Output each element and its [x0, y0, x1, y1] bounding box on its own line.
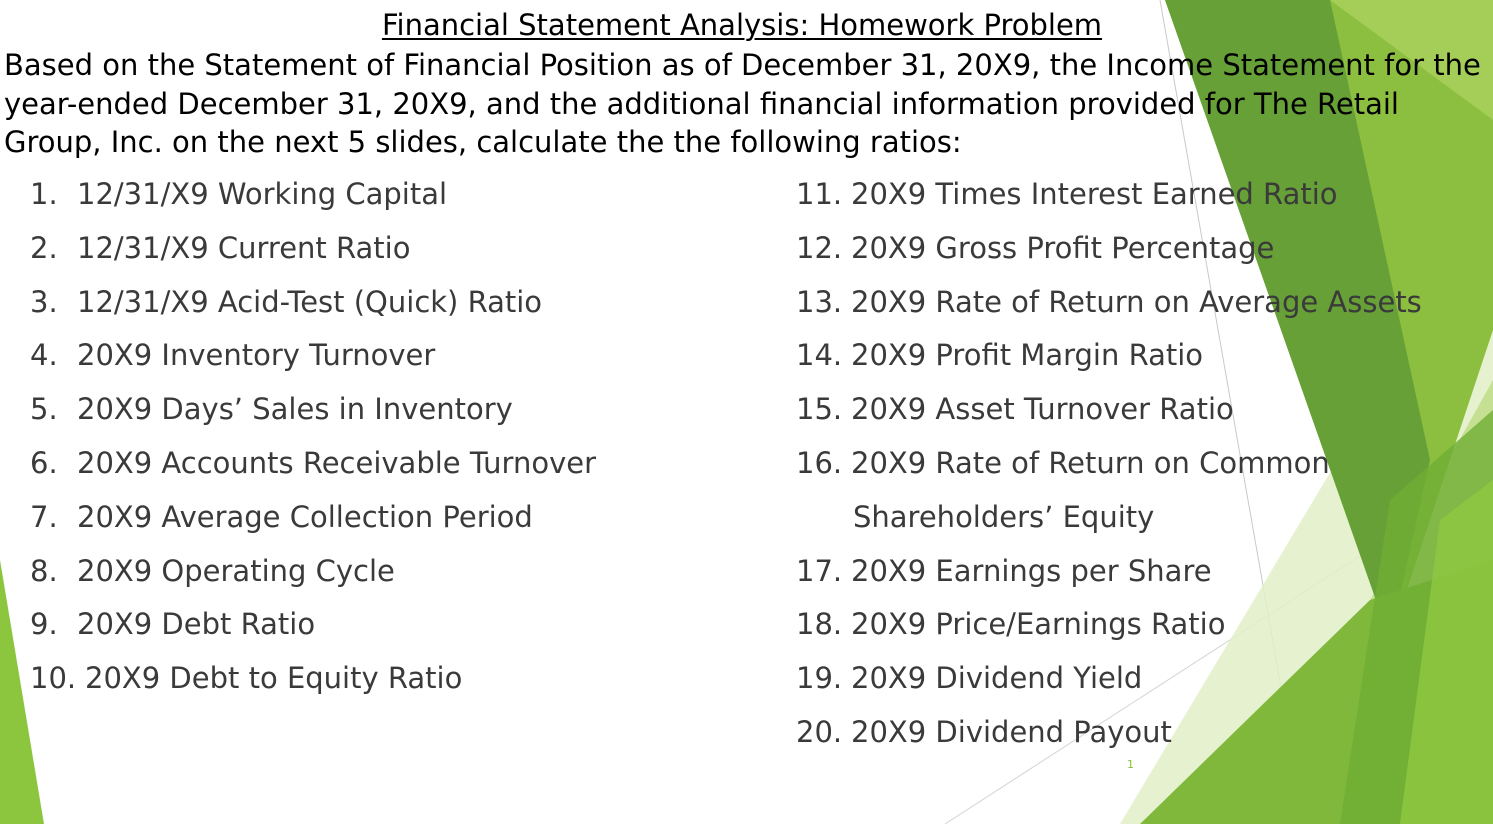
list-item: [30, 284, 596, 342]
list-item: [30, 661, 596, 718]
list-item: [796, 445, 1422, 503]
intro-paragraph: Based on the Statement of Financial Position as of December 31, 20X9, the Income Statement for the year-ended December 31, 20X9, and the additional financial information provided for The Retail Group, Inc. on the next 5 slides, calculate the the following ratios:: [4, 48, 1481, 159]
item-number: 10.: [30, 661, 77, 696]
item-number: 13.: [796, 284, 843, 319]
item-text: 20X9 Dividend Yield: [851, 661, 1143, 696]
list-item: [796, 661, 1422, 718]
list-item: [796, 284, 1422, 342]
item-number: 5.: [30, 392, 58, 427]
item-text: 12/31/X9 Current Ratio: [77, 230, 411, 265]
item-text: 20X9 Profit Margin Ratio: [851, 338, 1204, 373]
item-text: 20X9 Dividend Payout: [851, 714, 1172, 749]
item-text: 20X9 Gross Profit Percentage: [851, 230, 1275, 265]
item-text: Shareholders’ Equity: [853, 499, 1155, 534]
list-item: [796, 230, 1422, 288]
list-item: [30, 499, 596, 557]
item-text: 20X9 Days’ Sales in Inventory: [77, 392, 513, 427]
item-text: 20X9 Times Interest Earned Ratio: [851, 177, 1338, 211]
item-text: 20X9 Operating Cycle: [77, 553, 395, 588]
item-number: 11.: [796, 177, 843, 211]
item-number: 3.: [30, 284, 58, 319]
item-number: 9.: [30, 607, 58, 642]
list-item: [30, 553, 596, 611]
item-text: 20X9 Inventory Turnover: [77, 338, 436, 373]
list-item: [796, 177, 1422, 234]
list-item: [30, 607, 596, 664]
item-number: 1.: [30, 177, 58, 211]
item-number: 6.: [30, 445, 58, 480]
item-text: 20X9 Debt Ratio: [77, 607, 316, 642]
item-number: 14.: [796, 338, 843, 373]
item-text: 20X9 Accounts Receivable Turnover: [77, 445, 596, 480]
slide-title: Financial Statement Analysis: Homework Problem: [381, 8, 1103, 42]
item-text: 20X9 Average Collection Period: [77, 499, 533, 534]
item-text: 20X9 Rate of Return on Average Assets: [851, 284, 1422, 319]
list-item: [796, 338, 1422, 395]
item-text: 12/31/X9 Acid-Test (Quick) Ratio: [77, 284, 543, 319]
item-number: 2.: [30, 230, 58, 265]
page-number: 1: [1127, 758, 1134, 771]
ratio-list-right: [796, 177, 1422, 772]
ratio-list-left: [30, 177, 596, 718]
list-item: [796, 714, 1422, 772]
item-number: 8.: [30, 553, 58, 588]
list-item: [30, 338, 596, 395]
list-item: [30, 230, 596, 288]
list-item-continuation: [796, 499, 1422, 557]
list-item: [796, 553, 1422, 611]
list-item: [30, 177, 596, 234]
item-number: 4.: [30, 338, 58, 373]
item-number: 20.: [796, 714, 843, 749]
list-item: [796, 392, 1422, 449]
item-number: 15.: [796, 392, 843, 427]
item-number: 16.: [796, 445, 843, 480]
item-number: 19.: [796, 661, 843, 696]
item-number: 18.: [796, 607, 843, 642]
item-text: 20X9 Debt to Equity Ratio: [85, 661, 463, 696]
item-number: 7.: [30, 499, 58, 534]
list-item: [30, 392, 596, 449]
list-item: [30, 445, 596, 503]
item-text: 12/31/X9 Working Capital: [77, 177, 448, 211]
item-text: 20X9 Asset Turnover Ratio: [851, 392, 1234, 427]
item-text: 20X9 Price/Earnings Ratio: [851, 607, 1226, 642]
item-number: 12.: [796, 230, 843, 265]
list-item: [796, 607, 1422, 664]
item-text: 20X9 Earnings per Share: [851, 553, 1212, 588]
item-number: 17.: [796, 553, 843, 588]
item-text: 20X9 Rate of Return on Common: [851, 445, 1330, 480]
